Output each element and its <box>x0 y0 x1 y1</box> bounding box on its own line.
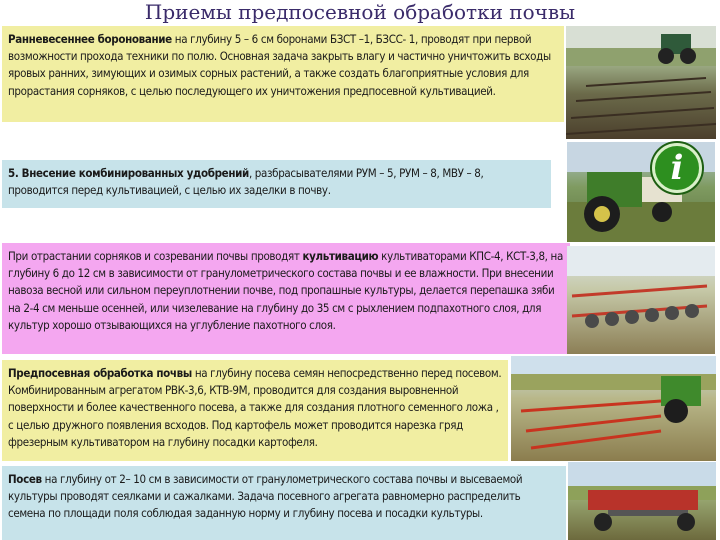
photo-combined-unit <box>511 356 716 461</box>
section-text-intro: При отрастании сорняков и созревании почвы проводят <box>8 249 303 263</box>
section-harrowing <box>2 26 564 122</box>
section-heading: Предпосевная обработка почвы <box>8 366 192 380</box>
page-title: Приемы предпосевной обработки почвы <box>144 0 576 24</box>
section-heading: Посев <box>8 472 42 486</box>
section-text: , разбрасывателями РУМ – 5, РУМ – 8, МВУ – 8, проводится перед культивацией, с целью их заделки в почву. <box>8 166 484 198</box>
section-fertilizing <box>2 160 551 208</box>
photo-tractor-harrow <box>566 26 716 139</box>
section-cultivation <box>2 243 570 354</box>
section-heading: Ранневесеннее боронование <box>8 32 172 46</box>
photo-seeder <box>568 462 716 540</box>
section-text: на глубину от 2– 10 см в зависимости от гранулометрического состава почвы и высеваемой культуры проводят сеялками и сажалками. Задача посевного агрегата равномерно распределить семена по площади поля соблюдая заданную норму и глубину посева и посадки культуры. <box>8 472 523 521</box>
section-text: на глубину 5 – 6 см боронами БЗСТ –1, БЗСС- 1, проводят при первой возможности прохода техники по полю. Основная задача закрыть влагу и частично уничтожить всходы яровых ранних, зимующих и озимых сорных растений, а также создать благоприятные условия для прорастания сорняков, с целью последующего их уничтожения предпосевной культивацией. <box>8 32 551 98</box>
section-presowing <box>2 360 508 461</box>
section-heading: 5. Внесение комбинированных удобрений <box>8 166 249 180</box>
section-text: культиваторами КПС-4, КСТ-3,8, на глубину 6 до 12 см в зависимости от гранулометрического состава почвы и ее влажности. При внесении навоза весной или сильном переуплотнении почве, под пропашные культуры, делается перепашка зяби на 2-4 см меньше осенней, или чизелевание на глубину до 35 см с рыхлением подпахотного слоя, для культур хорошо отзывающихся на углубление пахотного слоя. <box>8 249 563 332</box>
photo-cultivator <box>567 246 715 354</box>
section-sowing <box>2 466 566 540</box>
info-icon: i <box>652 143 702 193</box>
section-text: на глубину посева семян непосредственно перед посевом. Комбинированным агрегатом РВК-3,6, КТВ-9М, проводится для создания выровненной поверхности и более качественного посева, а также для создания плотного семенного ложа , с целью дружного появления всходов. Под картофель может проводится нарезка гряд фрезерным культиватором на глубину посадки картофеля. <box>8 366 502 449</box>
section-heading: культивацию <box>302 249 379 263</box>
